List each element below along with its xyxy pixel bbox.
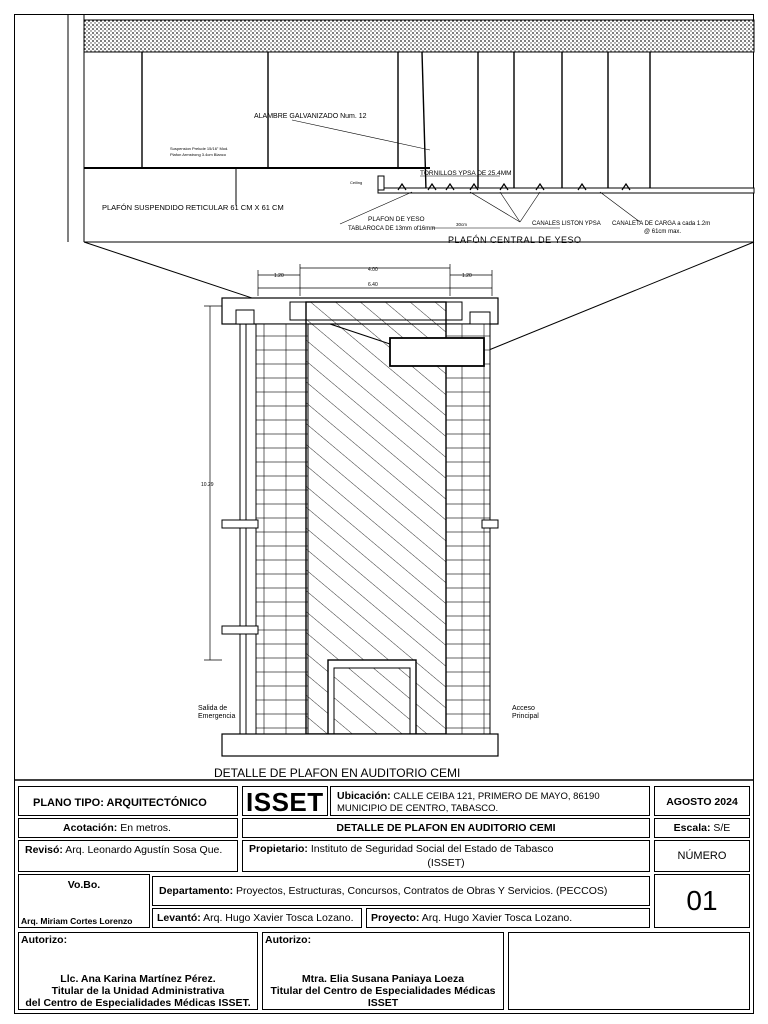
ubicacion-box: [330, 786, 650, 816]
escala: [655, 822, 749, 834]
propietario-value-1: Instituto de Seguridad Social del Estado de Tabasco: [310, 843, 554, 855]
label-salida-2: Emergencia: [198, 713, 236, 720]
levanto-box: [152, 908, 362, 928]
label-ceiling: Ceiling: [350, 180, 363, 185]
label-plafon-central: PLAFÓN CENTRAL DE YESO: [448, 235, 582, 245]
label-plafon-reticular: PLAFÓN SUSPENDIDO RETICULAR 61 CM X 61 CM: [102, 203, 284, 212]
titulo-box: [242, 818, 650, 838]
label-canaleta-sep: @ 61cm max.: [644, 229, 682, 235]
departamento-value: Proyectos, Estructuras, Concursos, Contratos de Obras Y Servicios. (PECCOS): [236, 885, 608, 897]
departamento: [159, 885, 607, 897]
reviso-value: Arq. Leonardo Agustín Sosa Que.: [65, 844, 223, 856]
autorizo2-line3: ISSET: [367, 997, 399, 1009]
autorizo1-line3: del Centro de Especialidades Médicas ISSET.: [25, 997, 251, 1009]
proyecto-label: Proyecto:: [371, 912, 420, 924]
label-small-note-1: Suspension Prelude 15/16" Mod.: [170, 146, 229, 151]
propietario: [249, 843, 554, 855]
autorizo2-box: [262, 932, 504, 1010]
numero-value: 01: [686, 885, 718, 916]
label-small-note-2: Plafon Armstrong 3.4cm Blanco: [170, 152, 227, 157]
autorizo2-label: Autorizo:: [265, 934, 312, 946]
levanto-value: Arq. Hugo Xavier Tosca Lozano.: [203, 912, 354, 924]
reviso-box: [18, 840, 238, 872]
acotacion-label: Acotación:: [63, 822, 118, 834]
fecha-box: [654, 786, 750, 816]
autorizo1-label: Autorizo:: [21, 934, 68, 946]
isset-logo: ISSET: [246, 787, 324, 817]
autorizo1-box: [18, 932, 258, 1010]
ubicacion: [337, 790, 645, 815]
plano-tipo: PLANO TIPO: ARQUITECTÓNICO: [33, 797, 207, 809]
ubicacion-value: CALLE CEIBA 121, PRIMERO DE MAYO, 86190 MUNICIPIO DE CENTRO, TABASCO.: [337, 791, 600, 814]
escala-value: S/E: [713, 822, 731, 834]
dim-height: 10.29: [201, 482, 214, 488]
label-acceso-1: Acceso: [512, 705, 535, 712]
escala-label: Escala:: [673, 822, 711, 834]
propietario-value-2: (ISSET): [427, 857, 465, 869]
label-canales: CANALES LISTON YPSA: [532, 221, 601, 227]
autorizo1-line2: Titular de la Unidad Administrativa: [51, 985, 225, 997]
label-salida-1: Salida de: [198, 705, 228, 712]
acotacion: [63, 822, 171, 834]
vobo-name: Arq. Miriam Cortes Lorenzo: [21, 916, 133, 926]
numero-label: NÚMERO: [677, 850, 727, 862]
label-alambre: ALAMBRE GALVANIZADO Num. 12: [254, 113, 367, 120]
levanto: [157, 912, 354, 924]
plano-tipo-box: [18, 786, 238, 816]
fecha: AGOSTO 2024: [666, 796, 738, 808]
propietario-box: [242, 840, 650, 872]
acotacion-value: En metros.: [120, 822, 171, 834]
departamento-box: [152, 876, 650, 906]
proyecto: [371, 912, 572, 924]
proyecto-box: [366, 908, 650, 928]
label-acceso-2: Principal: [512, 713, 539, 720]
autorizo2-line1: Mtra. Elia Susana Paniaya Loeza: [301, 973, 465, 985]
proyecto-value: Arq. Hugo Xavier Tosca Lozano.: [421, 912, 573, 924]
reviso: [25, 844, 222, 856]
ubicacion-label: Ubicación:: [337, 790, 391, 802]
escala-box: [654, 818, 750, 838]
numero-box: [654, 874, 750, 928]
titulo: DETALLE DE PLAFON EN AUDITORIO CEMI: [336, 822, 556, 834]
dim-total: 6.40: [368, 282, 378, 288]
empty-signature-box: [508, 932, 750, 1010]
vobo-label: Vo.Bo.: [67, 879, 101, 891]
label-30cm: 30cm: [456, 222, 468, 227]
ceiling-plan: [222, 298, 498, 756]
label-canaleta: CANALETA DE CARGA a cada 1.2m: [612, 221, 711, 227]
label-tablaroca: TABLAROCA DE 13mm of16mm: [348, 226, 436, 232]
propietario-label: Propietario:: [249, 843, 308, 855]
dim-right: 1.20: [462, 273, 472, 279]
reviso-label: Revisó:: [25, 844, 63, 856]
autorizo2-line2: Titular del Centro de Especialidades Médicas: [270, 985, 496, 997]
levanto-label: Levantó:: [157, 912, 201, 924]
dim-left: 1.20: [274, 273, 284, 279]
logo-box: [242, 786, 328, 816]
autorizo1-line1: Llc. Ana Karina Martínez Pérez.: [60, 973, 216, 985]
acotacion-box: [18, 818, 238, 838]
label-tornillos: TORNILLOS YPSA DE 25.4MM: [420, 170, 512, 177]
label-plafon-yeso: PLAFON DE YESO: [368, 216, 425, 223]
dim-center: 4.00: [368, 267, 378, 273]
plan-title: DETALLE DE PLAFON EN AUDITORIO CEMI: [214, 766, 461, 780]
numero-label-box: [654, 840, 750, 872]
departamento-label: Departamento:: [159, 885, 234, 897]
vobo-box: [18, 874, 150, 928]
